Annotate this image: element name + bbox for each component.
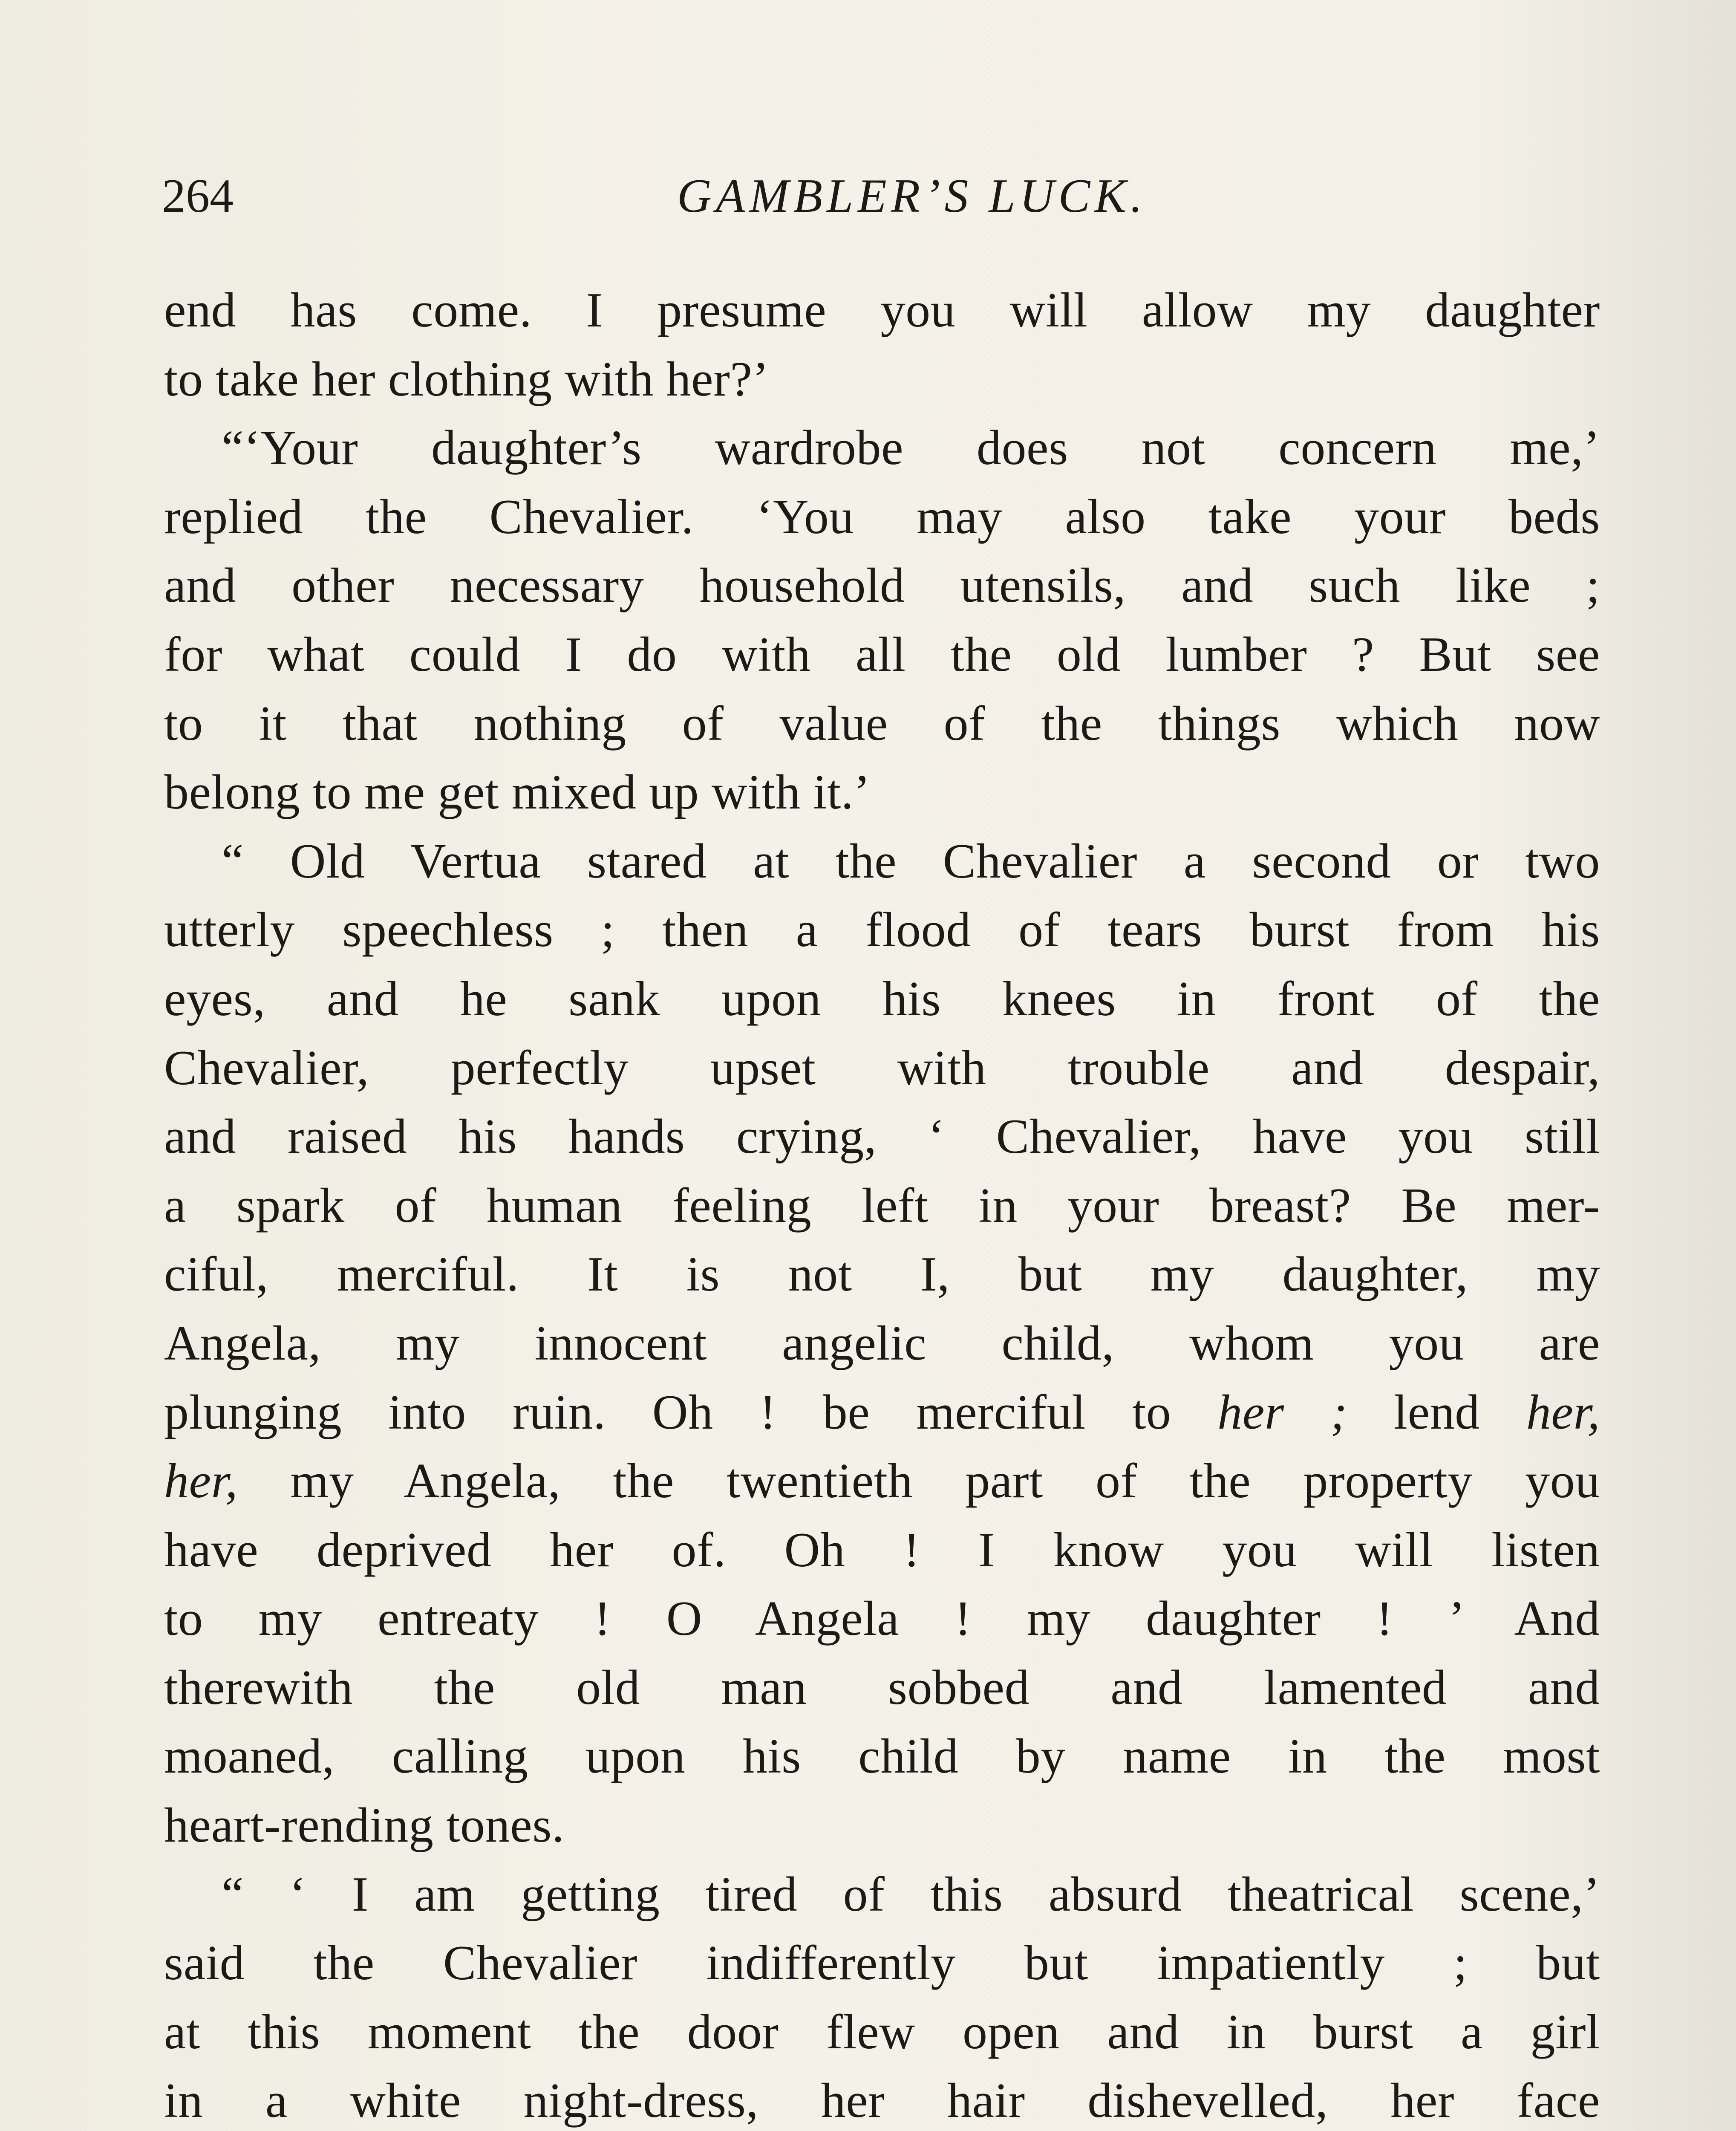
text-line: replied the Chevalier. ‘You may also take your beds <box>164 489 1600 544</box>
text-line: and raised his hands crying, ‘ Chevalier, have you still <box>164 1109 1600 1164</box>
text-line: “ Old Vertua stared at the Chevalier a second or two <box>222 834 1600 889</box>
text-line: “ ‘ I am getting tired of this absurd theatrical scene,’ <box>222 1867 1600 1922</box>
text-line: said the Chevalier indifferently but impatiently ; but <box>164 1936 1600 1991</box>
text-line: Angela, my innocent angelic child, whom you are <box>164 1316 1600 1371</box>
running-title: GAMBLER’S LUCK. <box>677 170 1147 222</box>
text-line: eyes, and he sank upon his knees in front of the <box>164 971 1600 1026</box>
italic-text: her, <box>1526 1385 1600 1440</box>
text-line: utterly speechless ; then a flood of tears burst from his <box>164 903 1600 958</box>
text-line <box>164 1447 1600 1516</box>
text-line: at this moment the door flew open and in burst a girl <box>164 2004 1600 2059</box>
text-line: moaned, calling upon his child by name in the most <box>164 1729 1600 1784</box>
page-header <box>162 164 1598 228</box>
italic-text: her, <box>164 1454 238 1509</box>
text-line: to it that nothing of value of the things which now <box>164 696 1600 751</box>
text-line: to take her clothing with her?’ <box>164 352 769 407</box>
text-line: in a white night-dress, her hair dishevelled, her face <box>164 2073 1600 2128</box>
text-line: heart-rending tones. <box>164 1798 565 1853</box>
text-line <box>164 1378 1600 1447</box>
text-line: to my entreaty ! O Angela ! my daughter ! ’ And <box>164 1591 1600 1646</box>
italic-text: her ; <box>1217 1385 1347 1440</box>
text-line: Chevalier, perfectly upset with trouble and despair, <box>164 1040 1600 1095</box>
text-line: belong to me get mixed up with it.’ <box>164 765 871 820</box>
text-line: therewith the old man sobbed and lamented and <box>164 1660 1600 1715</box>
text-run: my Angela, the twentieth part of the property you <box>238 1454 1600 1509</box>
text-line: and other necessary household utensils, and such like ; <box>164 558 1600 613</box>
text-line: a spark of human feeling left in your breast? Be mer- <box>164 1178 1600 1233</box>
text-line: ciful, merciful. It is not I, but my daughter, my <box>164 1247 1600 1302</box>
text-run: plunging into ruin. Oh ! be merciful to <box>164 1385 1218 1440</box>
text-line: end has come. I presume you will allow my daughter <box>164 283 1600 338</box>
text-line: “‘Your daughter’s wardrobe does not concern me,’ <box>222 421 1600 476</box>
body-text <box>164 276 1600 2131</box>
text-line: have deprived her of. Oh ! I know you will listen <box>164 1522 1600 1577</box>
text-line: for what could I do with all the old lumber ? But see <box>164 627 1600 682</box>
text-run: lend <box>1347 1385 1526 1440</box>
page-number: 264 <box>162 170 234 222</box>
